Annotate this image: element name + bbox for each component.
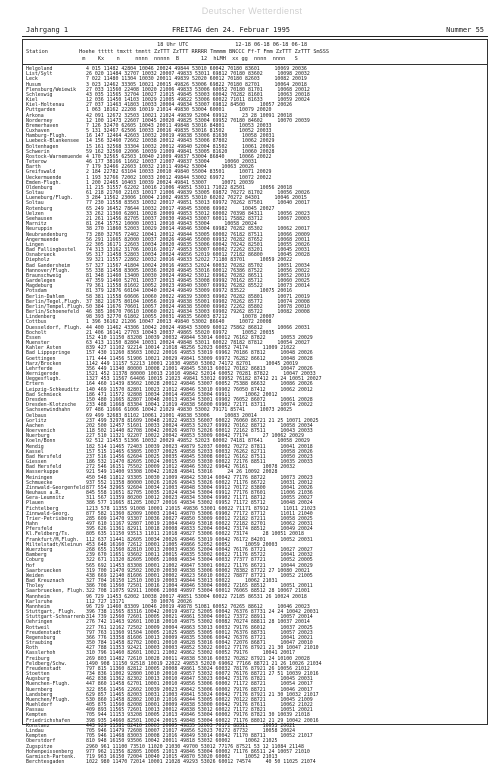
station-name: Norderney	[26, 117, 53, 124]
station-name: Angermuende	[26, 236, 59, 243]
station-name: Wernigerode	[26, 371, 59, 378]
station-name: Soltau	[26, 190, 44, 197]
station-name: Sachsenwindhahn	[26, 407, 71, 414]
station-name: Konstanz	[26, 722, 50, 729]
station-data: 112 727 13171 30 10076 20026	[86, 598, 192, 605]
station-name: Leipzig-Schkeuditz	[26, 386, 79, 393]
station-data: 810 948 16150 93506 10042 20011 49818 53032 60002 10062 21025	[86, 738, 278, 745]
station-data: 57 327 11567 41804 10024 20016 49853 52024 60032 70282 85702 10051 20034	[86, 262, 310, 269]
column-header-line-3: m Kx n nnnn nnnnn B 12 hLMH xx gg nnnn nnnn S	[26, 56, 298, 62]
date-label: FREITAG den 24. Februar 1995	[172, 26, 291, 34]
station-data: 530 860 11458 82802 10010 21016 49844 53005 60022 70122 88721 10045 21009	[86, 696, 313, 703]
station-name: Kiel-Holtenau	[26, 102, 65, 109]
station-name: Roth	[26, 645, 38, 652]
station-data: 310 796 11460 82601 10021 21002 49862 53002 60052 79176 10041 20017	[86, 650, 296, 657]
station-name: Berlin/Schoenefeld	[26, 309, 79, 316]
station-data: 58 381 11558 60606 10060 20022 49839 53003 69902 70282 85801 10071 20019	[86, 293, 310, 300]
station-data: 314 739 12560 72601 10005 20021 49861 53004 60012 73372 88911 10057 20014	[86, 614, 313, 621]
column-header-line-2: Station Hoehe ttttt tmxtt tmntt ZzTTT ZzTTT RRRRR Tmmmm BNCCC Ff-T Fmm ZzTTT ZzTTT SmSSS	[26, 49, 329, 55]
station-name: Berchtesgaden	[26, 759, 65, 765]
station-name: Boltenhagen	[26, 143, 59, 150]
station-data: 705 944 11153 93208 10005 21013 49846 53004 60002 79176 87821 30 10039 21018	[86, 712, 310, 719]
station-data: 186 471 11572 92808 10034 20014 49856 53004 69911 10062 20012	[86, 391, 278, 398]
station-name: Neubrandenburg	[26, 231, 68, 238]
station-name: Kempten	[26, 712, 47, 719]
station-name: Augsburg	[26, 676, 50, 683]
station-name: Kasslerhoh	[26, 650, 56, 657]
station-name: Friedrichshafen	[26, 717, 71, 724]
station-data: 4 170 32565 62503 10040 21009 49837 53004 86840 10066 20022	[86, 153, 272, 160]
station-name: Regensburg	[26, 634, 56, 641]
station-data: 797 763 11360 91504 10005 21025 49885 53005 60012 76376 88731 10057 20023	[86, 629, 313, 636]
station-name: Straubing	[26, 640, 53, 647]
station-name: Cottbus	[26, 319, 47, 326]
station-name: Harz/Brocken	[26, 360, 62, 367]
station-data: 1327 453 11567 64406 10015 21023 49841 53012 69952 76182 87412 21 24 10051 20027	[86, 376, 322, 383]
station-name: Gardelegen	[26, 278, 56, 285]
station-data: 453 648 16160 72612 10001 21005 49866 52052 60052 10059 20003	[86, 541, 278, 548]
station-data: 227 761 12162 72502 10009 20004 49863 53013 60032 79176 86012 10037 20025	[86, 624, 313, 631]
station-data: 112 637 11441 82605 10034 20026 49846 53019 60042 76172 84201 10052 20031	[86, 536, 313, 543]
station-data: 171 444 11456 51906 10021 20029 49841 53009 69972 76282 86612 10048 20028	[86, 355, 313, 362]
station-name: Hamburg-Flugh.	[26, 133, 68, 140]
station-name: Rottweil	[26, 624, 50, 631]
station-name: Kempten	[26, 733, 47, 740]
station-name: Neuruppin	[26, 226, 53, 233]
station-data: 233 488 11668 83304 10041 21019 49838 56000 69902 72171 83711 10074 20022	[86, 402, 313, 409]
station-name: Saarbruecken, Flugh.	[26, 588, 85, 595]
station-name: Bad Hersfeld	[26, 464, 62, 471]
station-data: 1 200 22465 10403 10039 20024 49841 53007 10071 20039	[86, 179, 254, 186]
station-data: 26 020 11484 32707 10032 20007 49833 53011 69812 70180 83602 10098 20032	[86, 71, 310, 78]
station-name: Lindau	[26, 728, 44, 734]
station-data: 157 430 11260 83603 10022 20016 49853 53019 69962 70186 87812 10048 20026	[86, 350, 313, 357]
station-data: 2960 961 11100 73510 11020 21030 49700 53012 77176 87521 53 12 11084 21148	[86, 743, 304, 750]
station-name: Bocholt	[26, 329, 47, 336]
station-data: 497 610 11167 92807 10019 21004 49849 53018 60022 72182 82701 10062 20031	[86, 521, 313, 528]
station-data: 79 361 11558 81602 10052 20023 49840 53007 69992 76282 85522 10073 20014	[86, 283, 310, 290]
station-data: 33 262 11360 62801 10028 20009 49853 53012 60002 70398 84311 10056 20023	[86, 210, 310, 217]
station-data: 327 704 16150 12510 10019 20003 49844 53013 60022 10062 21031	[86, 578, 278, 585]
station-data: 319 700 11470 92502 10020 20030 49838 53006 60002 78382 87722 27 10080 20021	[86, 567, 310, 574]
station-name: Kiel	[26, 97, 38, 104]
station-data: 47 359 11460 52701 10037 20013 49845 53008 69992 70162 85712 10060 20025	[86, 278, 310, 285]
station-data: 734 836 11002 92800 10010 20010 49857 53032 60072 76176 88721 27 51 10039 21016	[86, 671, 319, 678]
station-data: 845 558 11651 82705 10035 21024 49834 53004 69912 77176 87601 11006 21036	[86, 490, 313, 497]
station-data: 705 946 11479 72608 10007 21017 49856 52023 70272 87732 10058 20024	[86, 728, 296, 734]
station-data: 97 486 11666 61006 10042 21029 49830 53002 79171 85741 10073 20025	[86, 407, 293, 414]
station-data: 396 738 11565 83316 10042 20019 49872 52005 60042 76376 87731 24 24 10042 20031	[86, 609, 319, 616]
station-data: 61 218 21760 22103 10017 21006 49839 53005 69872 70272 81702 10056 20026	[86, 190, 310, 197]
station-name: Muenchen-Flugh.	[26, 681, 71, 688]
station-data: 921 549 11400 93308 10042 21028 49841 53016 24 26 10092 20028	[86, 469, 278, 476]
station-data: 157 515 11465 63805 10037 20025 49858 52033 60032 76262 82711 10058 20026	[86, 448, 313, 455]
station-data: 398 935 14660 82501 10024 20015 49848 53004 60022 71176 88012 21 29 10042 20016	[86, 717, 319, 724]
station-data: 272 546 16151 75502 10009 21012 49846 53022 69042 76161 10078 20032	[86, 464, 296, 471]
station-data: 118 502 11440 82708 10042 20026 49870 52026 60012 72162 87511 10043 20033	[86, 428, 313, 435]
station-data: 44 400 11462 43306 10042 20024 49843 53009 60012 75862 86812 10066 20031	[86, 324, 310, 331]
station-data: 152 410 11150 83208 10039 20032 49844 53014 60012 76162 87822 10053 20029	[86, 334, 313, 341]
station-data: 322 671 11320 82605 10005 21008 49834 53004 60032 77377 87721 10052 20005	[86, 557, 313, 564]
station-data: 77 230 11558 83503 10032 20017 49851 53013 69972 70262 87501 10040 20017	[86, 200, 310, 207]
station-data: 269 803 11482 72610 10028 20011 49838 53016 60032 70282 87921 24 10100 20028	[86, 655, 310, 662]
station-name: Oelbaus	[26, 412, 47, 419]
station-name: Schmuecke	[26, 479, 53, 486]
station-data: 405 875 11560 82008 10001 20009 49838 53000 60042 79176 87611 10062 21022	[86, 702, 313, 709]
station-name: Potsdam	[26, 288, 47, 295]
station-data: 27 037 11463 41803 10033 20004 49834 53007 69812 84500 10057 20026	[86, 102, 293, 109]
station-name: Bad Hersfeld	[26, 453, 62, 460]
station-name: Lingen	[26, 241, 44, 248]
station-data: 164 460 11439 83602 10028 20012 49846 53007 60052 75388 86632 10086 20026	[86, 381, 313, 388]
station-data: 140 469 11570 82801 10023 21012 49846 53010 69902 76050 87412 10062 20012	[86, 386, 313, 393]
station-name: Hannover/Flugh.	[26, 267, 71, 274]
station-name: Freudenstadt	[26, 629, 62, 636]
station-data: 74 313 13162 31706 10016 20017 49853 53007 60002 72262 83201 10045 20031	[86, 247, 310, 254]
station-data: 50 384 11676 70601 10057 20024 49838 55000 69902 72262 85802 10078 20010	[86, 303, 310, 310]
station-name: Gera-Leumnitz	[26, 495, 65, 502]
station-data: 237 499 32978 81609 10048 21022 49833 56007 60022 76060 86721 21 25 10071 20025	[86, 417, 319, 424]
station-data: 182 514 11465 72403 10039 20023 49879 52037 60002 70272 87811 10041 20018	[86, 443, 313, 450]
station-name: Wuerzburg	[26, 546, 53, 553]
station-data: 21 261 11456 82705 10037 20030 49843 53007 60011 75882 83712 10067 20003	[86, 215, 310, 222]
station-data: 186 532 11470 82605 10024 20015 49850 53030 60022 72176 88511 10035 20033	[86, 459, 313, 466]
station-name: Weiden	[26, 572, 44, 579]
station-data: 1213 578 11355 91008 10001 21015 49836 53001 60022 71171 87912 11011 21023	[86, 505, 316, 512]
station-name: Hof	[26, 562, 35, 569]
station-name: Essen	[26, 334, 41, 341]
station-name: Trier-Petrisberg	[26, 515, 74, 522]
station-data: 12 036 11450 14103 10029 21005 49822 53006 60022 71011 81633 10059 20024	[86, 97, 310, 104]
station-data: 427 788 11353 92421 10003 20003 49852 53022 60012 77176 87921 21 30 10047 21010	[86, 645, 319, 652]
column-header-box	[22, 39, 488, 64]
station-data: 11 215 31557 62202 10016 21006 49851 53011 71022 82501 10056 20018	[86, 184, 293, 191]
station-data: 311 567 11359 80200 10012 20023 49834 53004 69902 71171 88712 10055 20027	[86, 495, 313, 502]
station-name: Schwerin	[26, 148, 50, 155]
station-name: Saarbruecken	[26, 567, 62, 574]
station-data: 350 784 11458 82702 10001 20010 49828 53016 60042 72076 86871 10047 20010	[86, 640, 313, 647]
station-data: 705 946 11468 83003 10008 21016 49849 53014 60042 71170 88711 10052 21017	[86, 733, 313, 740]
station-name: Oberstdorf	[26, 738, 56, 745]
station-name: Giessen	[26, 459, 47, 466]
station-name: Frankfurt/M,Flugh.	[26, 536, 79, 543]
station-data: 81 264 15752 10000 10031 20010 49843 53004 10058 20024	[86, 221, 257, 228]
station-name: Hohenpeissenberg	[26, 748, 74, 755]
station-data: 1 063 18162 22208 10019 21014 49830 53004 60001 10079 20020	[86, 107, 272, 114]
station-name: Soltau	[26, 200, 44, 207]
column-header-line-1: 18 Uhr UTC 12-18 06-18 06-18 06-18	[26, 42, 308, 48]
station-data: 92 512 11453 51306 10032 20029 49852 52023 60002 74181 87641 10058 20029	[86, 438, 310, 445]
station-name: Arkona	[26, 112, 44, 119]
station-name: Miltelstadt/Kleinun	[26, 541, 82, 548]
station-data: 73 280 32765 72402 10041 20012 49844 53005 60002 76182 87511 10066 20009	[86, 231, 310, 238]
station-name: Fichtelberg	[26, 505, 59, 512]
station-name: Kl.Feldberg/Ts.	[26, 531, 71, 538]
station-name: Berlin-Dahlem	[26, 293, 65, 300]
station-name: Plauen	[26, 500, 44, 507]
station-name: Helgoland	[26, 66, 53, 72]
station-name: Stuttgart, Flugh.	[26, 609, 77, 616]
station-data: 276 742 11463 92601 10018 20010 49875 53002 60082 70274 88811 28 10037 20014	[86, 619, 310, 626]
station-name: Oehringen	[26, 619, 53, 626]
station-name: Lueneburg/Flugh.	[26, 195, 74, 202]
station-data: 386 577 11665 81205 10027 20016 49834 53002 69952 71172 85712 10048 20024	[86, 500, 313, 507]
station-data: 12 100 11473 22607 10045 20020 49825 53004 69952 70180 84602 10070 20039	[86, 117, 310, 124]
station-data: 977 962 11356 82805 10005 21013 49846 53004 60002 71176 86511 24 10057 21010	[86, 748, 310, 755]
station-name: Bamberg	[26, 552, 47, 559]
station-name: Stoetten	[26, 671, 50, 678]
station-data: 1142 449 11157 52213 10001 21030 49850 53002 74172 82701 10045 20019	[86, 360, 298, 367]
station-name: Meiningen	[26, 474, 53, 481]
station-name: Schleswig	[26, 91, 53, 98]
station-name: Gorlitz	[26, 417, 47, 424]
station-name: Husum	[26, 81, 41, 88]
station-name: Zinnwald-Georgenfeld	[26, 484, 85, 491]
station-data: 63 413 11150 82804 10031 20024 49848 53011 60022 78182 87812 10054 20027	[86, 340, 310, 347]
station-name: Cuxhaven	[26, 128, 50, 135]
station-name: Muenchen/Flugh.	[26, 696, 71, 703]
station-name: Ertern	[26, 381, 44, 388]
station-data: 268 655 11560 82810 10013 20003 49836 52004 60042 76176 87721 10027 20027	[86, 546, 313, 553]
station-data: 150 480 11665 82807 10048 20013 49834 53001 69902 76052 86072 10061 20028	[86, 397, 313, 403]
station-data: 3 284 11562 23006 10004 21002 49835 53010 60202 70272 84301 10046 20015	[86, 195, 307, 202]
station-data: 447 860 11458 62701 10001 20010 49856 53006 60002 71172 88721 10054 20017	[86, 681, 313, 688]
station-name: Uelzen	[26, 210, 44, 217]
station-data: 46 177 38166 11602 10037 21007 49837 53004 10060 20031	[86, 159, 257, 166]
station-data: 42 091 12672 32503 10021 21024 49839 52004 69912 23 28 10091 20018	[86, 112, 293, 119]
station-data: 937 552 11358 80000 10026 21026 49843 53026 60022 71176 86722 10031 20012	[86, 479, 313, 486]
station-data: 395 626 11361 82911 10018 20008 49833 52004 60042 73174 88512 10049 20024	[86, 526, 313, 533]
station-name: Teterow	[26, 159, 47, 166]
station-data: 59 162 32560 22006 10039 21009 49841 53005 81620 10060 20028	[86, 148, 275, 155]
station-data: 797 815 11360 82812 10005 20008 49861 53024 60032 78176 87921 26 10056 21012	[86, 665, 310, 672]
station-data: 1 193 32766 72002 10033 20012 49844 53002 69972 10072 20022	[86, 174, 272, 181]
station-data: 55 338 11458 83005 10036 20020 49845 53016 60012 76386 87522 10056 20022	[86, 267, 310, 274]
station-name: Lindenberg	[26, 314, 56, 321]
station-name: Flensburg/Weiewik	[26, 86, 77, 93]
station-name: Zinnwald-Georg.	[26, 510, 71, 517]
station-data: 285 609 11470 93307 10036 20027 49850 53009 60012 72182 87211 10058 20025	[86, 515, 313, 522]
station-data: 4 015 11482 42804 10046 20024 49844 53010 60042 70180 83601 10069 20036	[86, 66, 307, 72]
station-name: Kahler Asten	[26, 345, 62, 352]
station-name: Ueckermuende	[26, 174, 62, 181]
station-table	[22, 64, 488, 765]
station-name: Rotenburg	[26, 205, 53, 212]
station-data: 629 857 11465 82003 10031 21003 49841 53024 60042 77176 87921 21 30 10032 21017	[86, 691, 319, 698]
station-data: 15 161 32568 33304 10032 20012 49840 52004 81502 10061 20026	[86, 143, 275, 150]
station-data: 719 963 16150 72004 10040 21015 49870 53020 60002 10052 21013	[86, 753, 278, 760]
station-data: 95 317 11458 52803 10034 20024 49856 52019 60012 72182 86800 10045 20028	[86, 252, 310, 259]
station-name: Dresden	[26, 397, 47, 403]
station-name: Duesseldorf, Flugh.	[26, 324, 82, 331]
station-name: Mannheim	[26, 603, 50, 610]
station-data: 96 729 11453 62002 10038 20017 49851 53004 60022 72185 86531 26 10024 20018	[86, 593, 307, 600]
station-name: Zugspitze	[26, 743, 53, 750]
station-data: 27 033 11560 22408 10020 21006 49833 53006 60052 70180 81701 10068 20012	[86, 86, 310, 93]
station-data: 565 692 11453 83308 10001 21002 49847 53001 60022 71176 86721 10044 20029	[86, 562, 313, 569]
station-name: Feldberg/Schw.	[26, 660, 68, 667]
station-name: Freudenstadt	[26, 665, 62, 672]
station-name: Ueggesflugh.	[26, 376, 62, 383]
station-name: Landsberg	[26, 691, 53, 698]
station-data: 22 305 16171 22603 10034 20020 49835 53006 60042 70242 82501 10055 20026	[86, 241, 310, 248]
watermark: Deutscher Wetterdienst	[201, 6, 303, 16]
page	[22, 24, 488, 765]
station-name: Coburg	[26, 557, 44, 564]
station-data: 450 548 11812 93305 10030 21009 49842 53014 60042 77176 88722 10073 20023	[86, 474, 313, 481]
station-data: 462 838 11362 82302 10013 20010 49847 53023 60042 73176 87821 10045 20031	[86, 676, 313, 683]
station-name: Oldenburg	[26, 184, 53, 191]
station-name: Karlsruhe	[26, 598, 53, 605]
station-name: Greifswald	[26, 169, 56, 176]
station-data: 443 929 11581 82410 10003 20005 49835 52003 70172 88511 10053 20021	[86, 722, 296, 729]
station-name: Tholey	[26, 583, 44, 590]
station-data: 14 156 32460 72602 10038 20012 49843 53006 87802 10062 20029	[86, 138, 275, 145]
station-data: 1490 908 11150 92518 10019 22022 49853 52020 69062 77166 88721 21 26 10026 21034	[86, 660, 322, 667]
station-data: 43 035 11565 32704 10027 21015 49845 53003 60042 70282 81601 10063 20018	[86, 91, 310, 98]
station-name: Bad Lippspringe	[26, 350, 71, 357]
station-name: Berlin/Tegel,Flugh.	[26, 298, 82, 305]
station-name: Mannheim	[26, 593, 50, 600]
station-name: Bad Fallingbostel	[26, 247, 77, 254]
station-data: 356 449 11340 80000 10008 21001 49845 53013 60012 70182 86813 10047 20026	[86, 365, 313, 372]
page-header	[22, 24, 488, 37]
station-name: Lehrferde	[26, 365, 53, 372]
station-data: 37 382 11675 80104 10056 20019 49838 55001 69902 70262 85772 10074 20008	[86, 298, 310, 305]
station-data: 98 393 32770 61802 10055 20031 49835 56003 87212 10078 20007	[86, 314, 275, 321]
station-name: Berlin/Tempel.Flugh.	[26, 303, 85, 310]
station-data: 81 379 12876 60104 10040 20024 49849 53009 69972 83522 10075 20016	[86, 288, 293, 295]
station-data: 202 500 12457 51601 10033 20024 49853 52027 69992 70162 88712 10058 20034	[86, 422, 313, 429]
station-name: List/Sylt	[26, 71, 53, 78]
station-name: Kassel	[26, 448, 44, 455]
station-data: 227 510 11321 92207 10022 20042 49853 53009 60042 77174 27 10062 20029	[86, 433, 304, 440]
station-name: Osnabrueck	[26, 252, 56, 259]
station-data: 239 670 11651 93602 10011 20015 49835 53002 60022 71176 85722 10041 20032	[86, 552, 313, 559]
station-name: Bremerhaven	[26, 122, 59, 129]
station-data: 438 669 12140 81606 10001 20002 49823 56010 60022 78877 87721 10052 21005	[86, 572, 313, 579]
station-data: 38 270 11860 52003 10029 20014 49846 53004 69982 70282 85302 10062 20017	[86, 226, 310, 233]
station-name: Bad Gandersheim	[26, 262, 71, 269]
station-data: 322 708 11075 92911 10006 21008 49897 53004 60012 76065 88512 28 10067 21001	[86, 588, 310, 595]
station-name: Diepholz	[26, 257, 50, 264]
station-data: 5 131 32467 62506 10033 20016 49835 53016 81502 10052 20033	[86, 128, 272, 135]
station-data: 7 126 32470 62605 10043 20011 49848 53016 84801 10053 20033	[86, 122, 272, 129]
station-name: Neuhaus a.R.	[26, 490, 62, 497]
station-name: Stuttgart-Schnarrenb.	[26, 614, 88, 621]
station-data: 409 893 11565 72601 10013 20012 49838 53012 60022 71172 87821 10051 20021	[86, 707, 313, 714]
station-data: 877 554 32965 92604 10034 21003 49848 53004 69912 70172 83800 10041 20026	[86, 484, 313, 491]
station-name: Seehausen	[26, 215, 53, 222]
station-name: Nuernberg	[26, 686, 53, 693]
station-name: Muenster	[26, 340, 50, 347]
station-data: 7 022 11480 11304 10030 20011 49839 52020 60012 70180 82603 10082 20019	[86, 76, 307, 83]
station-name: Puttgarden	[26, 107, 56, 114]
station-name: Emden-Flugh.	[26, 179, 62, 186]
station-data: 386 708 11560 72501 10016 21004 49846 53004 60002 72165 88512 10051 20011	[86, 583, 313, 590]
station-name: Luebeck-Blankensee	[26, 138, 79, 145]
station-name: Noervenich	[26, 428, 56, 435]
station-data: 322 856 11456 22602 10039 20023 49842 53006 60002 79176 88721 10046 20017	[86, 686, 313, 693]
station-name: Wasserkuppe	[26, 469, 59, 476]
station-data: 96 729 11460 83309 10046 20019 49878 51081 60052 70265 88612 10046 20023	[86, 603, 310, 610]
station-name: Goettingen	[26, 355, 56, 362]
station-data: 237 516 11456 62604 10025 20035 49845 53008 60012 76162 87511 10050 20023	[86, 453, 313, 460]
station-data: 16 147 12464 42603 10032 20019 49838 53006 81630 10058 20031	[86, 133, 275, 140]
station-name: Leck	[26, 76, 38, 83]
station-data: 7 179 32466 22603 10032 21011 49842 53004 10063 20026	[86, 164, 254, 171]
station-name: Magdeburg	[26, 283, 53, 290]
station-data: 805 635 11150 93513 11011 21018 49827 53006 60022 73174 28 10051 20018	[86, 531, 304, 538]
station-name: Muehldorf	[26, 702, 53, 709]
station-data: 39 321 11557 22802 10032 20016 49833 52022 71180 83701 10059 20022	[86, 257, 293, 264]
station-data: 56 291 11665 82000 10037 20026 49846 55000 69932 70282 87652 10068 20011	[86, 236, 310, 243]
station-data: 877 582 11360 82009 10003 21041 49870 53006 69902 77172 87712 11011 21040	[86, 510, 313, 517]
station-name: Dresden-Klotzsche	[26, 402, 77, 409]
station-data: 839 427 11102 92214 10014 21018 48256 52023 60052 74174 11009 21022	[86, 345, 296, 352]
station-name: Bad Kreuznach	[26, 578, 65, 585]
station-name: Hahn	[26, 521, 38, 528]
station-name: Freiburg	[26, 655, 50, 662]
station-name: Rostock-Warnemuende	[26, 153, 82, 160]
station-data: 21 406 16141 27703 10043 20037 49865 55020 69972 10052 20035	[86, 329, 275, 336]
station-name: Koeln/Bonn	[26, 438, 56, 445]
station-name: Marnitz	[26, 221, 47, 228]
station-name: Bad Schmieck	[26, 391, 62, 398]
station-data: 3 023 12462 33305 10021 20015 49826 53006 69822 70180 82701 10064 20018	[86, 81, 307, 88]
station-data: 81 348 11460 13400 10030 20024 49842 53012 69962 70282 86511 10052 20019	[86, 272, 310, 279]
station-data: 366 776 13358 81606 10013 20009 49835 53006 60042 76376 87721 10041 20021	[86, 634, 313, 641]
issue-number: Nummer 55	[446, 26, 484, 34]
station-data: 65 249 16452 78644 10032 20017 49845 53008 69902 10045 20027	[86, 205, 275, 212]
station-name: Passau	[26, 707, 44, 714]
volume-label: Jahrgang 1	[26, 26, 69, 34]
station-name: Aachen	[26, 422, 44, 429]
station-data: 46 385 10670 70610 10060 20021 49834 53003 69902 79262 85722 10082 20008	[86, 309, 310, 316]
station-name: Garmisch-Partenk.	[26, 753, 77, 760]
station-data: 2 184 22782 63104 10033 20010 49840 55004 83501 10071 20029	[86, 169, 272, 176]
station-data: 1 396 36162 21206 10047 20013 49840 53002 86640 10072 20008	[86, 319, 272, 326]
station-name: Braunschweig	[26, 272, 62, 279]
station-name: Pfersfeld	[26, 526, 53, 533]
station-name: Nuerburg	[26, 433, 50, 440]
station-data: 1521 452 11378 80000 10013 21010 49842 52014 60052 70281 87822 10047 20033	[86, 371, 316, 378]
station-data: 1022 980 11470 72014 10001 21028 49293 53026 60012 74574 40 50 11025 21074	[86, 759, 316, 765]
station-name: Mendig	[26, 443, 44, 450]
table-row	[23, 760, 487, 765]
station-data: 69 499 32683 81102 10061 21001 49838 53006 10083 20014	[86, 412, 257, 419]
station-name: Barth	[26, 164, 41, 171]
